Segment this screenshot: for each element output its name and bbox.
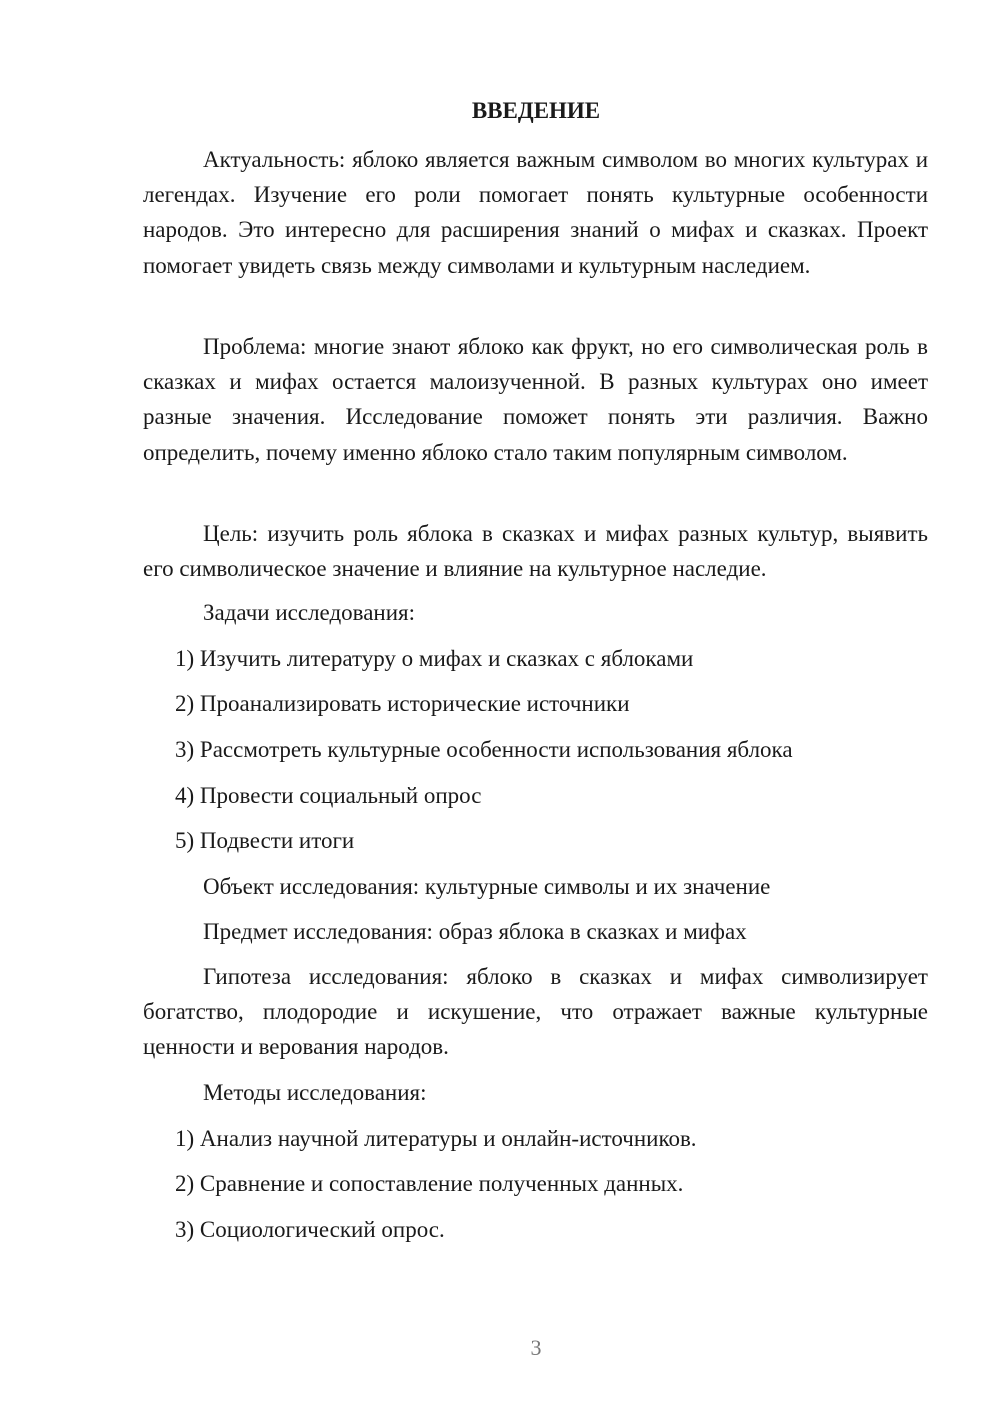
task-item-2: 2) Проанализировать исторические источники (175, 691, 630, 716)
page-title: ВВЕДЕНИЕ (471, 98, 601, 123)
relevance-block (143, 142, 928, 283)
object-line: Объект исследования: культурные символы и их значение (203, 874, 771, 899)
subject-line: Предмет исследования: образ яблока в сказках и мифах (203, 919, 747, 944)
page-number: 3 (530, 1335, 542, 1360)
problem-paragraph: Проблема: многие знают яблоко как фрукт, но его символическая роль в сказках и мифах остается малоизученной. В разных культурах оно имеет разные значения. Исследование поможет понять эти различия. Важно определить, почему именно яблоко стало таким популярным символом. (143, 334, 928, 465)
problem-block (143, 329, 928, 470)
method-item-1: 1) Анализ научной литературы и онлайн-источников. (175, 1126, 697, 1151)
tasks-heading: Задачи исследования: (203, 600, 416, 625)
goal-paragraph: Цель: изучить роль яблока в сказках и мифах разных культур, выявить его символическое значение и влияние на культурное наследие. (143, 521, 928, 582)
method-item-2: 2) Сравнение и сопоставление полученных данных. (175, 1171, 684, 1196)
task-item-3: 3) Рассмотреть культурные особенности использования яблока (175, 737, 793, 762)
task-item-4: 4) Провести социальный опрос (175, 783, 482, 808)
task-item-5: 5) Подвести итоги (175, 828, 355, 853)
relevance-paragraph: Актуальность: яблоко является важным символом во многих культурах и легендах. Изучение его роли помогает понять культурные особенности народов. Это интересно для расширения знаний о мифах и сказках. Проект помогает увидеть связь между символами и культурным наследием. (143, 147, 928, 278)
goal-block (143, 516, 928, 586)
method-item-3: 3) Социологический опрос. (175, 1217, 445, 1242)
hypothesis-paragraph: Гипотеза исследования: яблоко в сказках и мифах символизирует богатство, плодородие и искушение, что отражает важные культурные ценности и верования народов. (143, 964, 928, 1060)
methods-heading: Методы исследования: (203, 1080, 427, 1105)
hypothesis-block (143, 959, 928, 1065)
task-item-1: 1) Изучить литературу о мифах и сказках с яблоками (175, 646, 694, 671)
